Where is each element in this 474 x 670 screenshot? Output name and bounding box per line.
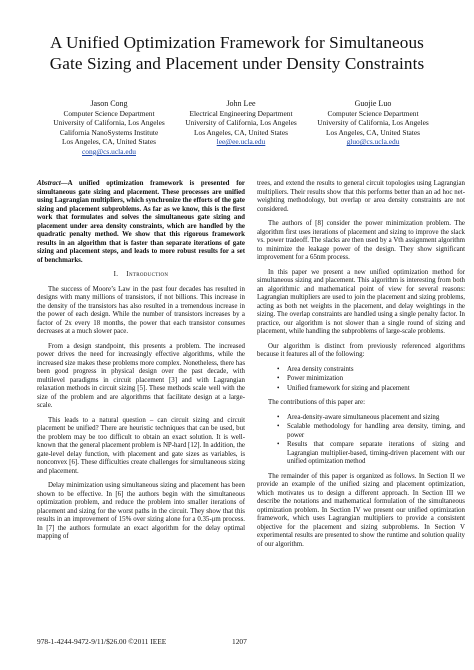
intro-paragraph-1: The success of Moore’s Law in the past four decades has resulted in designs with many millions of transistors, if not billions. This increase in the density of the transistors has also resulted in a tremendous increase in the power of each design. While the number of transistors increases by a factor of 2x every 18 months, the power that each transistor consumes decreases at a much slower pace. (37, 285, 245, 335)
abstract-text: —A unified optimization framework is presented for simultaneous gate sizing and placement. These processes are unified using Lagrangian multipliers, which synchronize the efforts of the gate sizing and placement subproblems. As far as we know, this is the first work that formulates and solves the simultaneous gate sizing and placement under area density constraints, which are handled by the quadratic penalty method. We show that this rigorous framework results in an algorithm that is faster than separate iterations of gate sizing and placement steps, and leads to more robust results for a set of benchmarks. (37, 180, 245, 264)
bullet-icon: • (277, 365, 280, 373)
author-name: Guojie Luo (354, 99, 392, 108)
author-inst: California NanoSystems Institute (59, 127, 159, 137)
right-column (257, 180, 465, 555)
right-paragraph-1: trees, and extend the results to general circuit topologies using Lagrangian multipliers. Their results show that this performs better than an ad hoc net-weighting methodology, but overlap or area density constraints are not considered. (257, 180, 465, 213)
bullet-icon: • (277, 375, 280, 382)
bullet-icon: • (277, 441, 280, 448)
right-paragraph-2: The authors of [8] consider the power minimization problem. The algorithm first uses iterations of placement and sizing to improve the slack vs. power tradeoff. The slacks are then used by a Vth assignment algorithm to minimize the leakage power of the design. They show significant improvement for a 65nm process. (257, 220, 465, 261)
list-item: • Results that compare separate iterations of sizing and Lagrangian multiplier-based, timing-driven placement with our unified optimization method (277, 441, 465, 465)
right-paragraph-5: The contributions of this paper are: (268, 399, 366, 406)
author-email-link[interactable]: gluo@cs.ucla.edu (346, 137, 400, 147)
author-univ: University of California, Los Angeles (317, 118, 429, 128)
author-city: Los Angeles, CA, United States (325, 127, 421, 137)
title-line-2: Gate Sizing and Placement under Density Constraints (49, 54, 425, 73)
bullet-icon: • (277, 423, 280, 430)
author-dept: Computer Science Department (327, 108, 419, 118)
list-item: • Scalable methodology for handling area density, timing, and power (277, 423, 465, 439)
author-dept: Electrical Engineering Department (189, 108, 293, 118)
list-item: • Unified framework for sizing and placement (277, 384, 410, 392)
right-paragraph-4: Our algorithm is distinct from previously referenced algorithms because it features all of the following: (257, 342, 465, 358)
section-title: Introduction (126, 271, 169, 278)
author-luo (298, 99, 448, 147)
abstract (37, 180, 245, 265)
author-univ: University of California, Los Angeles (185, 118, 297, 128)
author-email-link[interactable]: lee@ee.ucla.edu (216, 137, 266, 147)
author-name: Jason Cong (90, 99, 128, 108)
features-list (257, 366, 465, 394)
intro-paragraph-3: This leads to a natural question – can circuit sizing and circuit placement be unified? There are heuristic techniques that can be used, but the problem may be too difficult to obtain an exact solution. It is well-known that the general placement problem is NP-hard [12]. In addition, the gate-level delay function, with placement and gate sizes as variables, is nonconvex [6]. These difficulties create challenges for simultaneous sizing and placement. (37, 416, 245, 475)
list-item: • Area-density-aware simultaneous placement and sizing (277, 413, 440, 421)
left-column (37, 180, 245, 548)
list-item: • Area density constraints (277, 365, 354, 373)
author-name: John Lee (226, 99, 256, 108)
list-item: • Power minimization (277, 375, 344, 382)
section-number: I. (113, 271, 119, 278)
author-lee (166, 99, 316, 147)
bullet-icon: • (277, 384, 280, 392)
author-city: Los Angeles, CA, United States (193, 127, 289, 137)
right-paragraph-3: In this paper we present a new unified optimization method for simultaneous sizing and placement. This algorithm is interesting from both an algorithmic and mathematical point of view for several reasons: Lagrangian multipliers are used to join the placement and sizing problems, acting as both net weights in the placement, and delay weightings in the sizing. The overlap constraints are handled using a single penalty factor. In practice, our algorithm is not slower than a single round of sizing and placement, while handling the subproblems of large-scale problems. (257, 268, 465, 335)
bullet-icon: • (277, 413, 280, 421)
paper-title (20, 32, 454, 74)
author-univ: University of California, Los Angeles (53, 118, 165, 128)
abstract-lead: Abstract (37, 180, 61, 187)
intro-paragraph-2: From a design standpoint, this presents a problem. The increased power drives the need for increasingly effective algorithms, while the increased size makes these problems more complex. Nonetheless, there has been good progress in physical design over the past decade, with multilevel paradigms in circuit placement [3] and with Lagrangian relaxation methods in circuit sizing [5]. These methods scale well with the size of the problem and are algorithms that facilitate design at a large-scale. (37, 342, 245, 409)
right-paragraph-6: The remainder of this paper is organized as follows. In Section II we provide an example of the unified sizing and placement optimization, which motivates us to design a different approach. In Section III we describe the notations and mathematical formulation of the simultaneous optimization problem. In Section IV we present our unified optimization framework, which uses Lagrangian multipliers to provide a consistent objective for the placement and sizing subproblems. In Section V experimental results are presented to show the runtime and solution quality of our algorithm. (257, 472, 465, 548)
author-email-link[interactable]: cong@cs.ucla.edu (81, 146, 136, 156)
section-heading-introduction (37, 271, 245, 280)
author-city: Los Angeles, CA, United States (61, 137, 157, 147)
title-line-1: A Unified Optimization Framework for Simultaneous (50, 33, 424, 52)
contributions-list (257, 414, 465, 467)
page-number: 1207 (232, 637, 247, 646)
author-cong (34, 99, 184, 157)
footer-isbn: 978-1-4244-9472-9/11/$26.00 ©2011 IEEE (37, 637, 167, 646)
author-dept: Computer Science Department (63, 108, 155, 118)
intro-paragraph-4: Delay minimization using simultaneous sizing and placement has been shown to be effective. In [6] the authors begin with the simultaneous optimization problem, and reduce the problem into smaller iterations of placement and sizing for the worst paths in the circuit. They show that this results in an improvement of 15% over sizing alone for a 0.35-μm process. In [7] the authors formulate an exact algorithm for the delay optimal mapping of (37, 482, 245, 540)
author-block (18, 99, 458, 161)
